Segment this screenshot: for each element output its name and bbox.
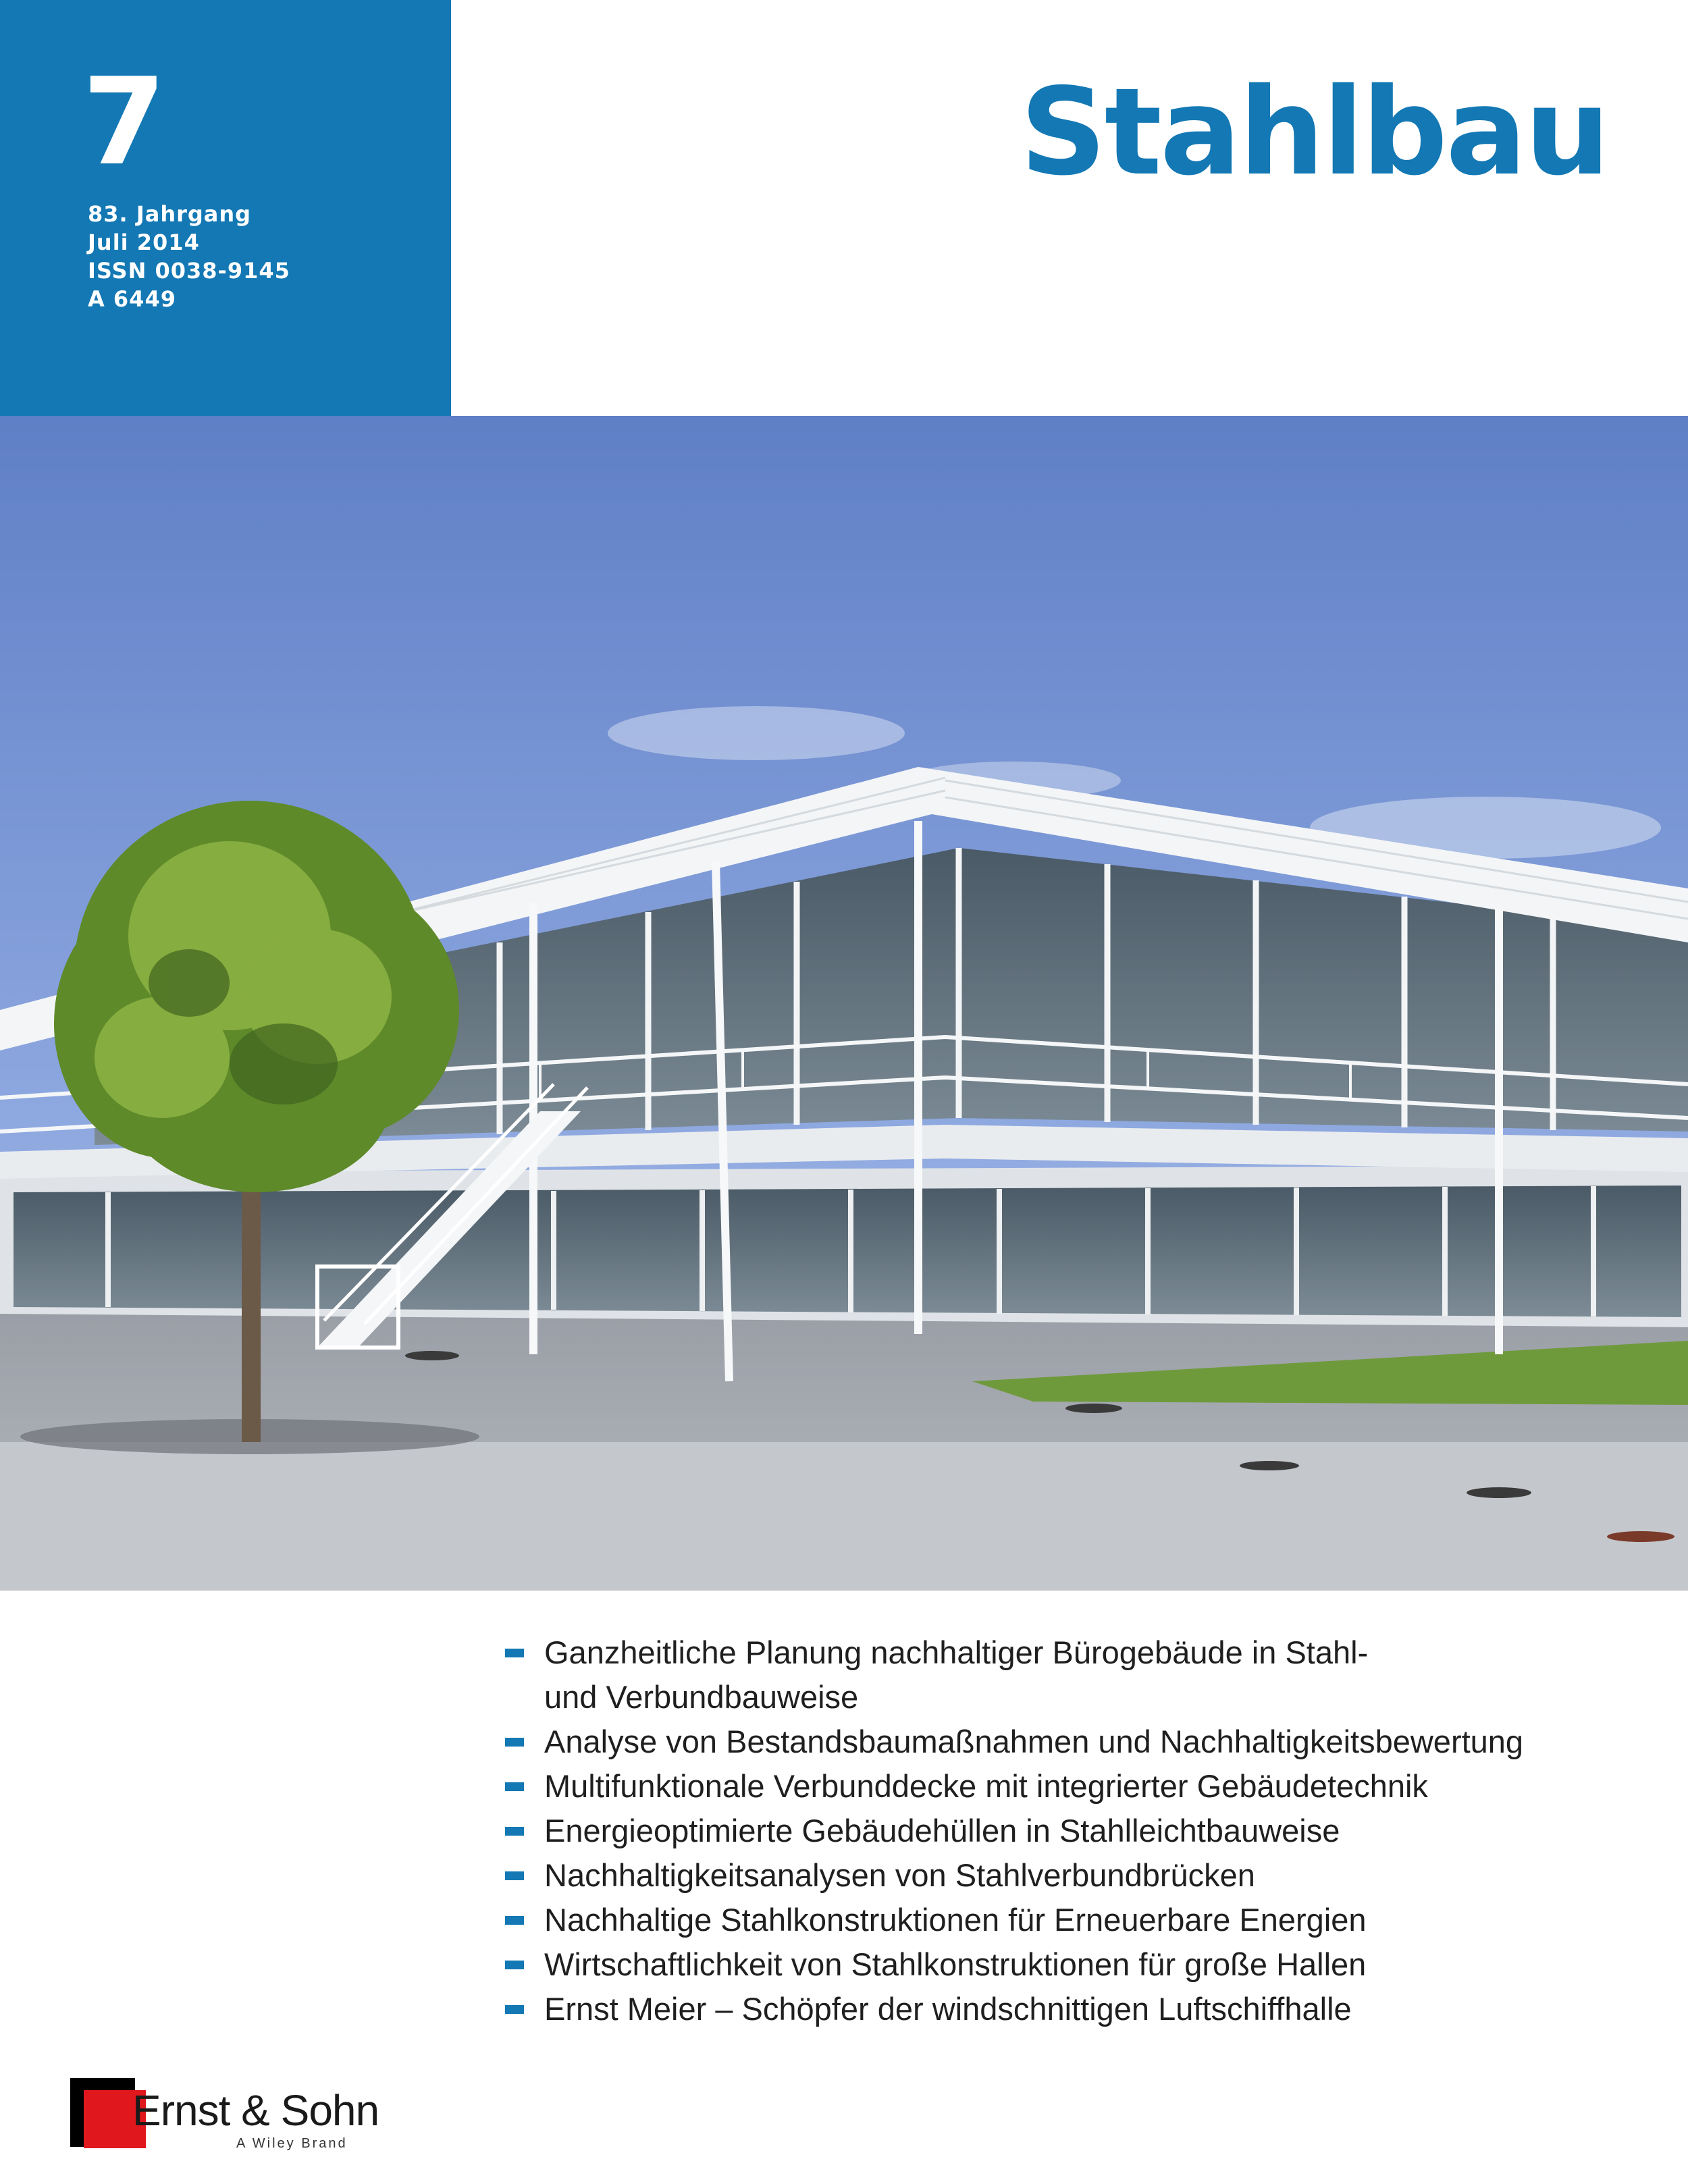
toc-item: Nachhaltige Stahlkonstruktionen für Erneuerbare Energien	[505, 1898, 1653, 1942]
publisher-logo	[70, 2078, 379, 2159]
bullet-icon	[505, 2005, 524, 2014]
date-line: Juli 2014	[88, 230, 200, 255]
toc-item: Ganzheitliche Planung nachhaltiger Bürogebäude in Stahl-	[505, 1630, 1653, 1675]
bullet-icon	[505, 1871, 524, 1880]
magazine-title: Stahlbau	[1020, 62, 1608, 202]
bullet-icon	[505, 1782, 524, 1791]
toc-item: Multifunktionale Verbunddecke mit integrierter Gebäudetechnik	[505, 1764, 1653, 1809]
cover-photo	[0, 416, 1688, 1591]
publisher-tagline: A Wiley Brand	[236, 2136, 348, 2151]
building-illustration	[0, 416, 1688, 1591]
issn-line: ISSN 0038-9145	[88, 258, 290, 284]
table-of-contents	[505, 1630, 1653, 2031]
bullet-icon	[505, 1738, 524, 1747]
toc-item: Nachhaltigkeitsanalysen von Stahlverbundbrücken	[505, 1853, 1653, 1898]
issue-meta	[88, 200, 290, 313]
postal-code-line: A 6449	[88, 286, 176, 312]
toc-item: Energieoptimierte Gebäudehüllen in Stahlleichtbauweise	[505, 1809, 1653, 1853]
bullet-icon	[505, 1916, 524, 1925]
bullet-icon	[505, 1649, 524, 1657]
bullet-icon	[505, 1827, 524, 1836]
toc-item: Wirtschaftlichkeit von Stahlkonstruktionen für große Hallen	[505, 1942, 1653, 1987]
toc-item-continuation: und Verbundbauweise	[544, 1679, 859, 1715]
issue-number: 7	[82, 52, 163, 192]
toc-item: Analyse von Bestandsbaumaßnahmen und Nachhaltigkeitsbewertung	[505, 1720, 1653, 1764]
issue-info-panel	[0, 0, 451, 416]
bullet-icon	[505, 1961, 524, 1969]
toc-item: Ernst Meier – Schöpfer der windschnittigen Luftschiffhalle	[505, 1987, 1653, 2031]
publisher-name: Ernst & Sohn	[132, 2086, 379, 2135]
volume-line: 83. Jahrgang	[88, 201, 252, 227]
